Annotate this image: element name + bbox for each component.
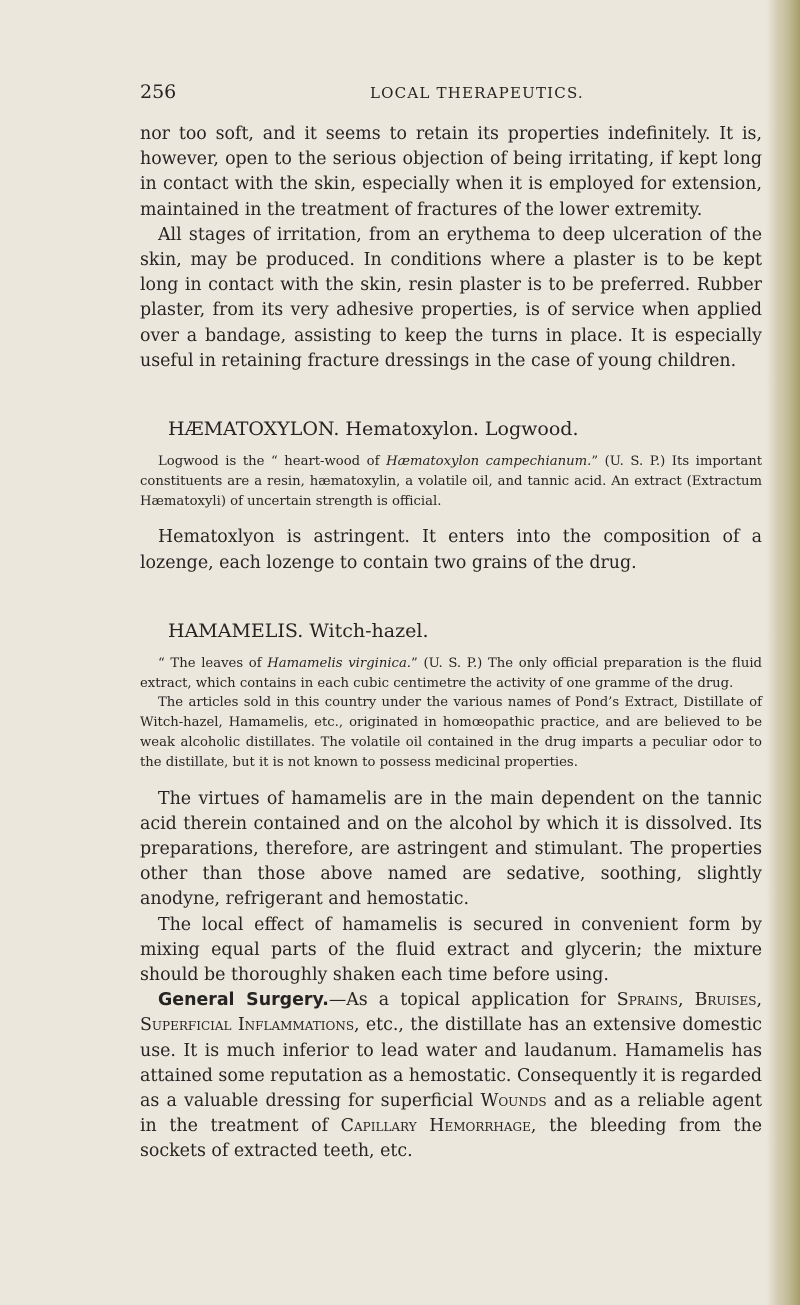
page-number: 256 — [140, 81, 177, 103]
page-body — [140, 122, 762, 1165]
haematoxylon-description: Logwood is the “ heart-wood of Hæmatoxylon campechianum.” (U. S. P.) Its important constituents are a resin, hæmatoxylin, a volatile oil, and tannic acid. An extract (Extractum Hæmatoxyli) of uncertain strength is official. — [140, 454, 763, 509]
haematoxylon-note: Hematoxlyon is astringent. It enters into the composition of a lozenge, each lozenge to contain two grains of the drug. — [140, 527, 762, 573]
plaster-paragraph-1: nor too soft, and it seems to retain its properties indefinitely. It is, however, open to the serious objection of being irritating, if kept long in contact with the skin, especially when it is employed for extension, maintained in the treatment of fractures of the lower extremity. — [140, 124, 762, 220]
page-header — [140, 81, 760, 111]
haematoxylon-heading-rest: Hematoxylon. Logwood. — [345, 418, 579, 441]
haematoxylon-heading-caps: HÆMATOXYLON. — [168, 418, 340, 441]
general-surgery-paragraph: General Surgery.—As a topical application for Sprains, Bruises, Superficial Inflammations, etc., the distillate has an extensive domestic use. It is much inferior to lead water and laudanum. Hamamelis has attained some reputation as a hemostatic. Consequently it is regarded as a valuable dressing for superficial Wounds and as a reliable agent in the treatment of Capillary Hemorrhage, the bleeding from the sockets of extracted teeth, etc. — [140, 990, 763, 1162]
page-edge-shadow — [766, 0, 800, 1305]
hamamelis-heading-caps: HAMAMELIS. — [168, 619, 304, 642]
plaster-paragraph-2: All stages of irritation, from an erythema to deep ulceration of the skin, may be produced. In conditions where a plaster is to be kept long in contact with the skin, resin plaster is to be preferred. Rubber plaster, from its very adhesive properties, is of service when applied over a bandage, assisting to keep the turns in place. It is especially useful in retaining fracture dressings in the case of young children. — [140, 224, 762, 371]
hamamelis-virtues: The virtues of hamamelis are in the main dependent on the tannic acid therein contained and on the alcohol by which it is dissolved. Its preparations, therefore, are astringent and stimulant. The properties other than those above named are sedative, soothing, slightly anodyne, refrigerant and hemostatic. — [140, 788, 762, 910]
hamamelis-heading — [168, 620, 762, 642]
hamamelis-description-1: “ The leaves of Hamamelis virginica.” (U. S. P.) The only official preparation is the fluid extract, which contains in each cubic centimetre the activity of one gramme of the drug. — [140, 655, 762, 691]
hamamelis-description-2: The articles sold in this country under the various names of Pond’s Extract, Distillate of Witch-hazel, Hamamelis, etc., originated in homœopathic practice, and are believed to be weak alcoholic distillates. The volatile oil contained in the drug imparts a peculiar odor to the distillate, but it is not known to possess medicinal properties. — [140, 695, 762, 770]
general-surgery-label: General Surgery. — [158, 990, 329, 1011]
hamamelis-heading-rest: Witch-hazel. — [309, 619, 429, 642]
haematoxylon-heading — [168, 418, 762, 440]
hamamelis-local-effect: The local effect of hamamelis is secured in convenient form by mixing equal parts of the fluid extract and glycerin; the mixture should be thoroughly shaken each time before using. — [140, 914, 762, 986]
running-title: LOCAL THERAPEUTICS. — [370, 84, 584, 102]
